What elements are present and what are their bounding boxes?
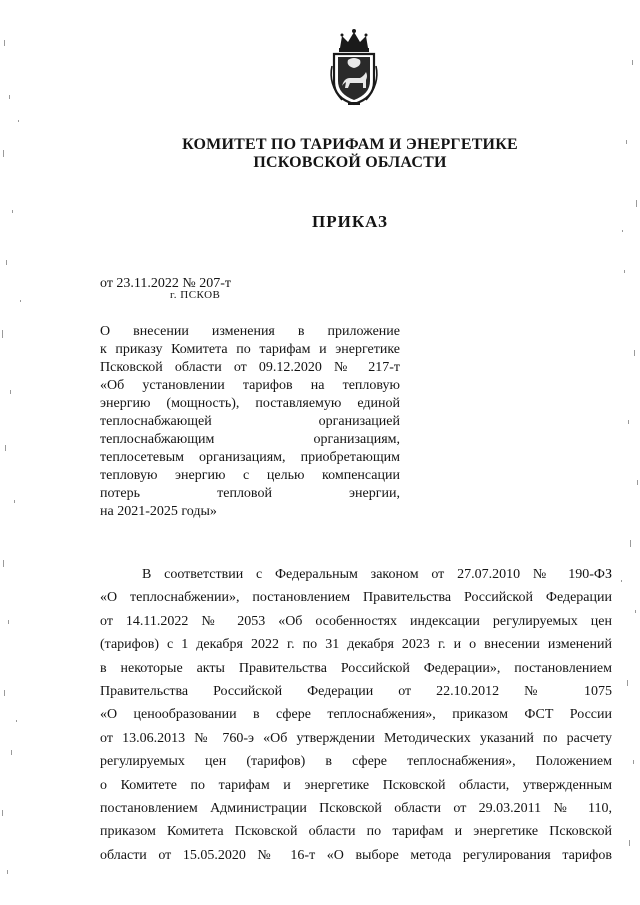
order-date-number: от 23.11.2022 № 207-т xyxy=(100,276,232,291)
subject-line: О внесении изменения в приложение xyxy=(100,324,400,339)
body-line: «О теплоснабжении», постановлением Правительства Российской Федерации xyxy=(100,590,612,606)
crown-icon xyxy=(339,29,369,52)
body-line: от 14.11.2022 № 2053 «Об особенностях индексации регулируемых цен xyxy=(100,613,612,629)
order-subject-block xyxy=(100,323,400,521)
body-line: Правительства Российской Федерации от 22.10.2012 № 1075 xyxy=(100,684,612,700)
issue-city: г. ПСКОВ xyxy=(170,289,221,301)
body-line: приказом Комитета Псковской области по тарифам и энергетике Псковской xyxy=(100,824,612,840)
subject-line: Псковской области от 09.12.2020 № 217-т xyxy=(100,360,400,375)
subject-line: «Об установлении тарифов на тепловую xyxy=(100,378,400,393)
subject-line: тепловую энергию с целью компенсации xyxy=(100,468,400,483)
subject-line: на 2021-2025 годы» xyxy=(100,504,217,519)
body-line: от 13.06.2013 № 760-э «Об утверждении Методических указаний по расчету xyxy=(100,730,612,746)
subject-line: к приказу Комитета по тарифам и энергетике xyxy=(100,342,400,357)
order-body-paragraph xyxy=(100,563,612,867)
body-line: в некоторые акты Правительства Российской Федерации», постановлением xyxy=(100,660,612,676)
subject-line: теплосетевым организациям, приобретающим xyxy=(100,450,400,465)
subject-line: потерь тепловой энергии, xyxy=(100,486,400,501)
organization-title-line2: ПСКОВСКОЙ ОБЛАСТИ xyxy=(253,154,447,171)
body-line: регулируемых цен (тарифов) в сфере теплоснабжения», Положением xyxy=(100,754,612,770)
body-line: «О ценообразовании в сфере теплоснабжения», приказом ФСТ России xyxy=(100,707,612,723)
pskov-coat-of-arms-emblem xyxy=(326,26,382,106)
organization-title xyxy=(120,136,580,172)
organization-title-line1: КОМИТЕТ ПО ТАРИФАМ И ЭНЕРГЕТИКЕ xyxy=(182,136,518,153)
body-line: о Комитете по тарифам и энергетике Псковской области, утвержденным xyxy=(100,777,612,793)
subject-line: энергию (мощность), поставляемую единой xyxy=(100,396,400,411)
body-line: В соответствии с Федеральным законом от 27.07.2010 № 190-ФЗ xyxy=(142,567,612,582)
subject-line: теплоснабжающим организациям, xyxy=(100,432,400,447)
body-line: области от 15.05.2020 № 16-т «О выборе метода регулирования тарифов xyxy=(100,847,612,863)
body-line: (тарифов) с 1 декабря 2022 г. по 31 декабря 2023 г. и о внесении изменений xyxy=(100,637,612,653)
scan-edge-noise-left xyxy=(0,0,38,905)
body-line: постановлением Администрации Псковской области от 29.03.2011 № 110, xyxy=(100,801,612,817)
document-type-heading: ПРИКАЗ xyxy=(312,212,388,231)
subject-line: теплоснабжающей организацией xyxy=(100,414,400,429)
